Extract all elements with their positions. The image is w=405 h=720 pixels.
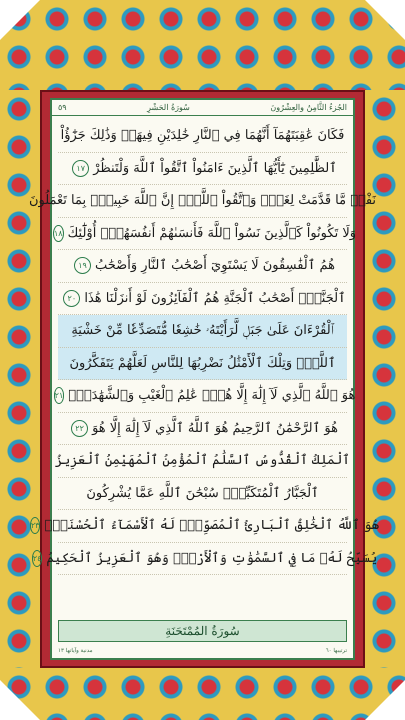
verse-text: ٱلْمَلِكُ ٱلْقُدُّوسُ ٱلسَّلَٰمُ ٱلْمُؤْمِنُ ٱلْمُهَيْمِنُ ٱلْعَزِيزُ (55, 453, 350, 469)
verses-area[interactable] (28, 120, 380, 620)
footer-left: مدنية وآياتها ١٣ (58, 648, 93, 654)
verse-text: فَكَانَ عَٰقِبَتَهُمَآ أَنَّهُمَا فِي ٱلنَّارِ خَٰلِدَيْنِ فِيهَاۚ وَذَٰلِكَ جَزَٰٓؤُاْ (60, 128, 345, 144)
left-ornament (0, 90, 40, 668)
verse-text: هُوَ ٱللَّهُ ٱلْخَٰلِقُ ٱلْبَارِئُ ٱلْمُصَوِّرُۖ لَهُ ٱلْأَسْمَآءُ ٱلْحُسْنَىٰۚ (44, 518, 380, 534)
verse-text: هُمُ ٱلْفَٰسِقُونَ لَا يَسْتَوِيٓ أَصْحَٰبُ ٱلنَّارِ وَأَصْحَٰبُ (95, 258, 335, 274)
ayah-number-marker: ١٧ (72, 160, 89, 177)
verse-line[interactable] (58, 315, 347, 348)
verse-line[interactable] (58, 283, 347, 316)
ayah-number-marker: ٢٤ (32, 550, 43, 567)
verse-text: ٱلظَّٰلِمِينَ يَٰٓأَيُّهَا ٱلَّذِينَ ءَامَنُواْ ٱتَّقُواْ ٱللَّهَ وَلْتَنظُرْ (93, 160, 337, 176)
ayah-number-marker: ٢٣ (30, 517, 41, 534)
ayah-number-marker: ٢٠ (63, 290, 80, 307)
verse-text: ٱلْجَنَّةِۚ أَصْحَٰبُ ٱلْجَنَّةِ هُمُ ٱلْفَآئِزُونَ لَوْ أَنزَلْنَا هَٰذَا (84, 290, 346, 306)
verse-line[interactable] (30, 510, 380, 543)
verse-line[interactable] (28, 185, 377, 218)
verse-line[interactable] (58, 250, 347, 283)
juz-label: الجُزءُ الثَّامِنُ والعِشْرُونَ (270, 103, 347, 112)
surah-banner (58, 620, 347, 642)
mushaf-page[interactable] (28, 98, 380, 660)
verse-line[interactable] (55, 445, 350, 478)
right-ornament (365, 90, 405, 668)
ayah-number-marker: ٢١ (54, 387, 65, 404)
top-ornament (0, 0, 405, 90)
verse-text: هُوَ ٱلرَّحْمَٰنُ ٱلرَّحِيمُ هُوَ ٱللَّهُ ٱلَّذِي لَآ إِلَٰهَ إِلَّا هُوَ (92, 420, 338, 436)
surah-banner-title: سُورَةُ المُمْتَحَنَةِ (165, 624, 240, 638)
page-footer (58, 644, 347, 658)
verse-text: ٱللَّهِۚ وَتِلْكَ ٱلْأَمْثَٰلُ نَضْرِبُهَا لِلنَّاسِ لَعَلَّهُمْ يَتَفَكَّرُونَ (69, 355, 336, 371)
verse-text: نَفْسٞ مَّا قَدَّمَتْ لِغَدٖۖ وَٱتَّقُواْ ٱللَّهَۚ إِنَّ ٱللَّهَ خَبِيرُۢ بِمَا تَعْمَلُونَ (28, 193, 377, 209)
surah-name: سُورَةُ الحَشْرِ (147, 103, 190, 112)
verse-line[interactable] (58, 478, 347, 511)
ayah-number-marker: ١٩ (74, 257, 91, 274)
verse-line[interactable] (58, 153, 347, 186)
ayah-number-marker: ١٨ (53, 225, 64, 242)
ayah-number-marker: ٢٢ (71, 420, 88, 437)
bottom-ornament (0, 668, 405, 720)
verse-text: وَلَا تَكُونُواْ كَٱلَّذِينَ نَسُواْ ٱللَّهَ فَأَنسَىٰهُمْ أَنفُسَهُمْۚ أُوْلَٰٓئِكَ (67, 225, 357, 241)
verse-text: هُوَ ٱللَّهُ ٱلَّذِي لَآ إِلَٰهَ إِلَّا هُوَۖ عَٰلِمُ ٱلْغَيْبِ وَٱلشَّهَٰدَةِۖ (68, 388, 356, 404)
verse-text: يُسَبِّحُ لَهُۥ مَا فِي ٱلسَّمَٰوَٰتِ وَٱلْأَرْضِۖ وَهُوَ ٱلْعَزِيزُ ٱلْحَكِيمُ (46, 550, 378, 566)
verse-line[interactable] (58, 348, 347, 381)
verse-line[interactable] (58, 413, 347, 446)
verse-text: ٱلْقُرْءَانَ عَلَىٰ جَبَلٖ لَّرَأَيْتَهُۥ خَٰشِعٗا مُّتَصَدِّعٗا مِّنْ خَشْيَةِ (71, 323, 334, 339)
footer-right: ترتيبها ٦٠ (325, 648, 347, 654)
verse-line[interactable] (58, 120, 347, 153)
verse-text: ٱلْجَبَّارُ ٱلْمُتَكَبِّرُۚ سُبْحَٰنَ ٱللَّهِ عَمَّا يُشْرِكُونَ (86, 485, 319, 501)
verse-line[interactable] (54, 380, 356, 413)
page-number: ٥٩ (58, 103, 67, 112)
verse-line[interactable] (32, 543, 378, 576)
verse-line[interactable] (53, 218, 357, 251)
page-header (52, 100, 353, 116)
